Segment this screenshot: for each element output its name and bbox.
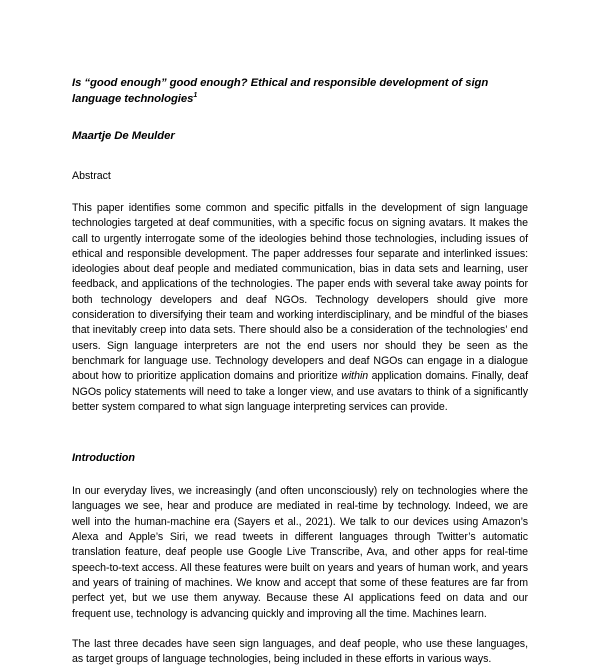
abstract-emphasized-word: within: [341, 370, 369, 383]
abstract-heading: Abstract: [72, 170, 111, 182]
section-heading-introduction: Introduction: [72, 452, 135, 465]
author-name: Maartje De Meulder: [72, 130, 175, 142]
title-footnote-marker: 1: [193, 91, 198, 99]
document-content-column: [72, 0, 528, 667]
introduction-paragraph-2: The last three decades have seen sign languages, and deaf people, who use these languages, as target groups of language technologies, being included in these efforts in various ways.: [72, 637, 528, 666]
abstract-text-segment-2: application domains. Finally, deaf NGOs policy statements will need to take a longer view, and use avatars to think of a significantly better system compared to what sign language interpreting services can provide.: [72, 370, 528, 413]
abstract-paragraph: [72, 183, 528, 415]
page-title: [72, 0, 528, 107]
page-title-text: Is “good enough” good enough? Ethical and responsible development of sign language technologies: [72, 77, 489, 105]
introduction-paragraph-1: In our everyday lives, we increasingly (and often unconsciously) rely on technologies where the languages we see, hear and produce are mediated in real-time by technology. Indeed, we are well into the human-machine era (Sayers et al., 2021). We talk to our devices using Amazon’s Alexa and Apple’s Siri, we read tweets in different languages through Twitter’s automatic translation feature, deaf people use Google Live Transcribe, Ava, and other apps for real-time speech-to-text access. All these features were built on years and years of human work, and years and years of training of machines. We know and accept that some of these features are far from perfect yet, but we use them anyway. Because these AI applications feed on data and our frequent use, technology is advancing quickly and improving all the time. Machines learn.: [72, 485, 528, 620]
abstract-text-segment-1: This paper identifies some common and specific pitfalls in the development of sign language technologies targeted at deaf communities, with a specific focus on signing avatars. It makes the call to urgently interrogate some of the ideologies behind those technologies, including issues of ethical and responsible development. The paper addresses four separate and interlinked issues: ideologies about deaf people and mediated communication, bias in data sets and learning, user feedback, and applications of the technologies. The paper ends with several take away points for both technology developers and deaf NGOs. Technology developers should give more consideration to diversifying their team and working interdisciplinary, and be mindful of the biases that inevitably creep into data sets. There should also be a consideration of the technologies’ end users. Sign language interpreters are not the end users nor should they be seen as the benchmark for language use. Technology developers and deaf NGOs can engage in a dialogue about how to prioritize application domains and prioritize: [72, 202, 528, 383]
